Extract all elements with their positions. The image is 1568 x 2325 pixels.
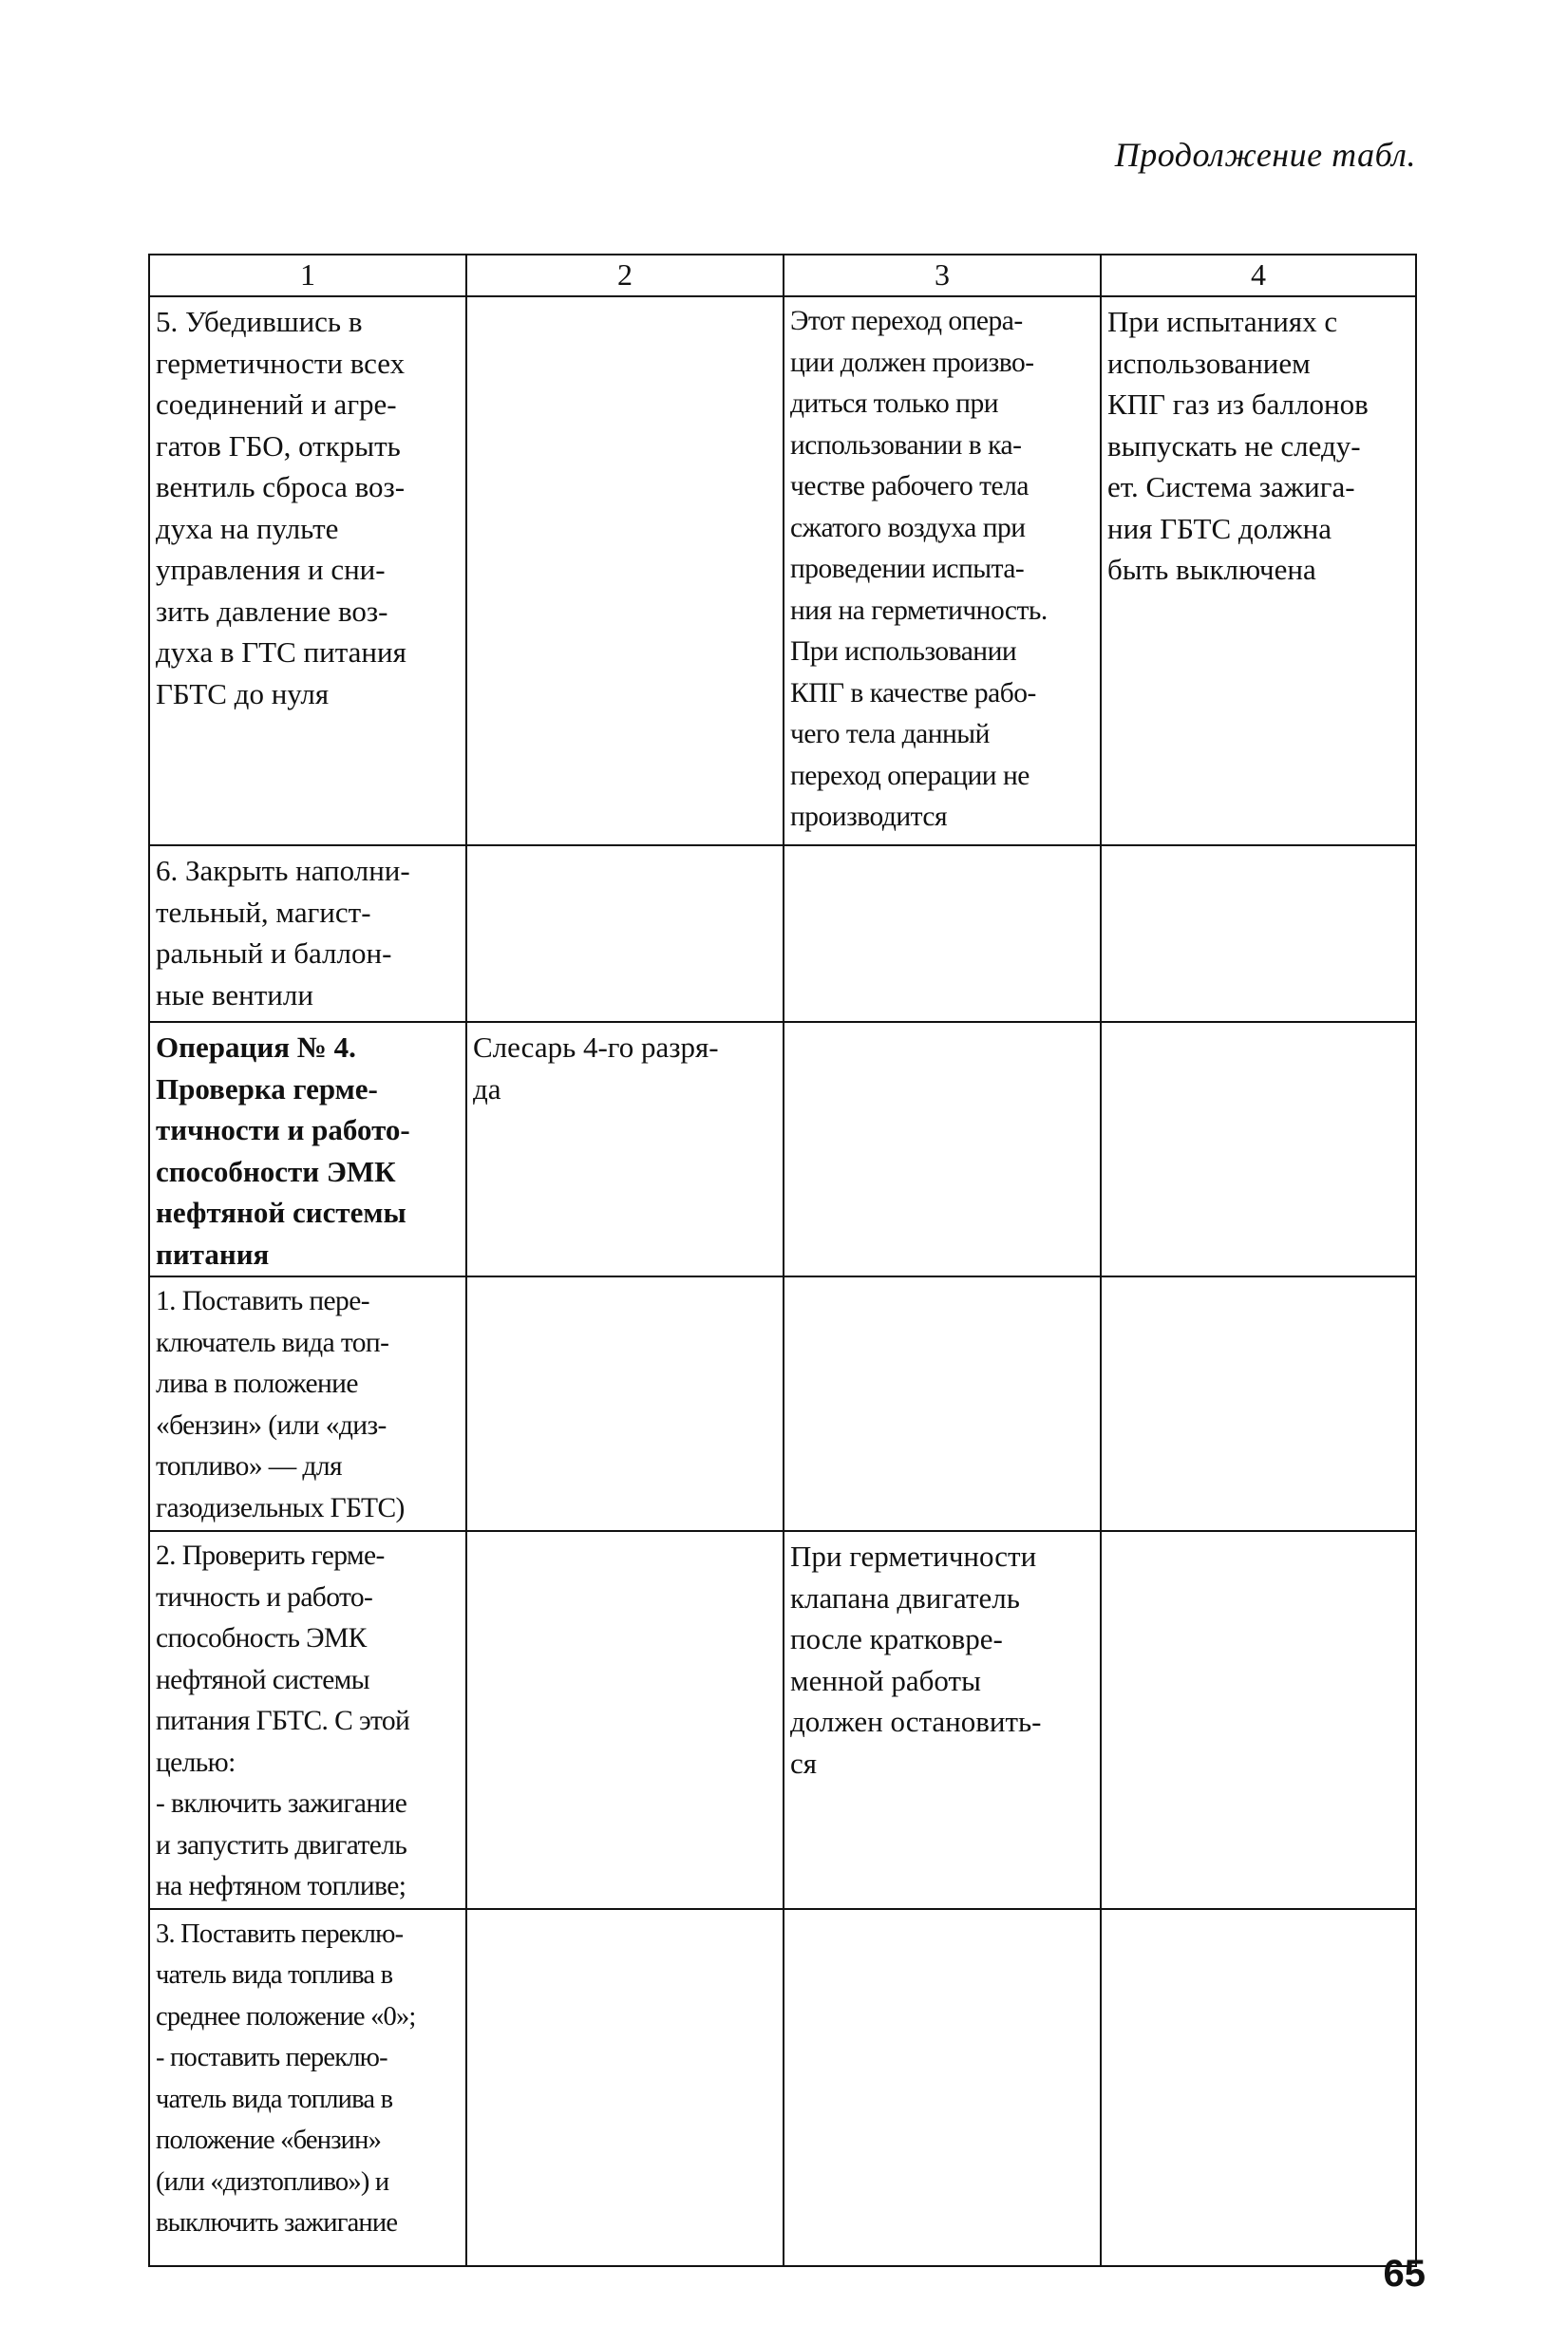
performer-cell [466,1276,784,1531]
table-row [149,296,1416,845]
performer-cell [466,845,784,1022]
table-row [149,1276,1416,1531]
note-cell [784,1909,1101,2266]
step-description: 6. Закрыть наполни- тельный, магист- ральный и баллон- ные вентили [149,845,466,1022]
remark-cell [1101,1531,1416,1909]
remark-cell [1101,1909,1416,2266]
remark-cell [1101,845,1416,1022]
table-row [149,845,1416,1022]
column-header-2: 2 [466,255,784,296]
performer-cell: Слесарь 4-го разря- да [466,1022,784,1276]
remark-cell: При испытаниях с использованием КПГ газ из баллонов выпускать не следу- ет. Система зажига- ния ГБТС должна быть выключена [1101,296,1416,845]
column-header-1: 1 [149,255,466,296]
operations-table [148,254,1417,2267]
table-row [149,1909,1416,2266]
step-description: 2. Проверить герме- тичность и работо- способность ЭМК нефтяной системы питания ГБТС. С этой целью: - включить зажигание и запустить двигатель на нефтяном топливе; [149,1531,466,1909]
column-header-4: 4 [1101,255,1416,296]
table-header-row [149,255,1416,296]
performer-cell [466,1909,784,2266]
note-cell: Этот переход опера- ции должен произво- диться только при использовании в ка- честве рабочего тела сжатого воздуха при проведении испыта- ния на герметичность. При использовании КПГ в качестве рабо- чего тела данный переход операции не производится [784,296,1101,845]
table-row [149,1022,1416,1276]
page-number: 65 [1383,2253,1426,2295]
step-description: 3. Поставить переклю- чатель вида топлива в среднее положение «0»; - поставить переклю- чатель вида топлива в положение «бензин» (или «дизтопливо») и выключить зажигание [149,1909,466,2266]
table-continuation-caption: Продолжение табл. [1114,136,1416,174]
note-cell [784,845,1101,1022]
note-cell [784,1276,1101,1531]
operation-title: Операция № 4. Проверка герме- тичности и работо- способности ЭМК нефтяной системы питания [149,1022,466,1276]
step-description: 1. Поставить пере- ключатель вида топ- лива в положение «бензин» (или «диз- топливо» — для газодизельных ГБТС) [149,1276,466,1531]
performer-cell [466,1531,784,1909]
step-description: 5. Убедившись в герметичности всех соединений и агре- гатов ГБО, открыть вентиль сброса воз- духа на пульте управления и сни- зить давление воз- духа в ГТС питания ГБТС до нуля [149,296,466,845]
performer-cell [466,296,784,845]
remark-cell [1101,1022,1416,1276]
table-row [149,1531,1416,1909]
note-cell: При герметичности клапана двигатель после кратковре- менной работы должен остановить- ся [784,1531,1101,1909]
note-cell [784,1022,1101,1276]
column-header-3: 3 [784,255,1101,296]
remark-cell [1101,1276,1416,1531]
